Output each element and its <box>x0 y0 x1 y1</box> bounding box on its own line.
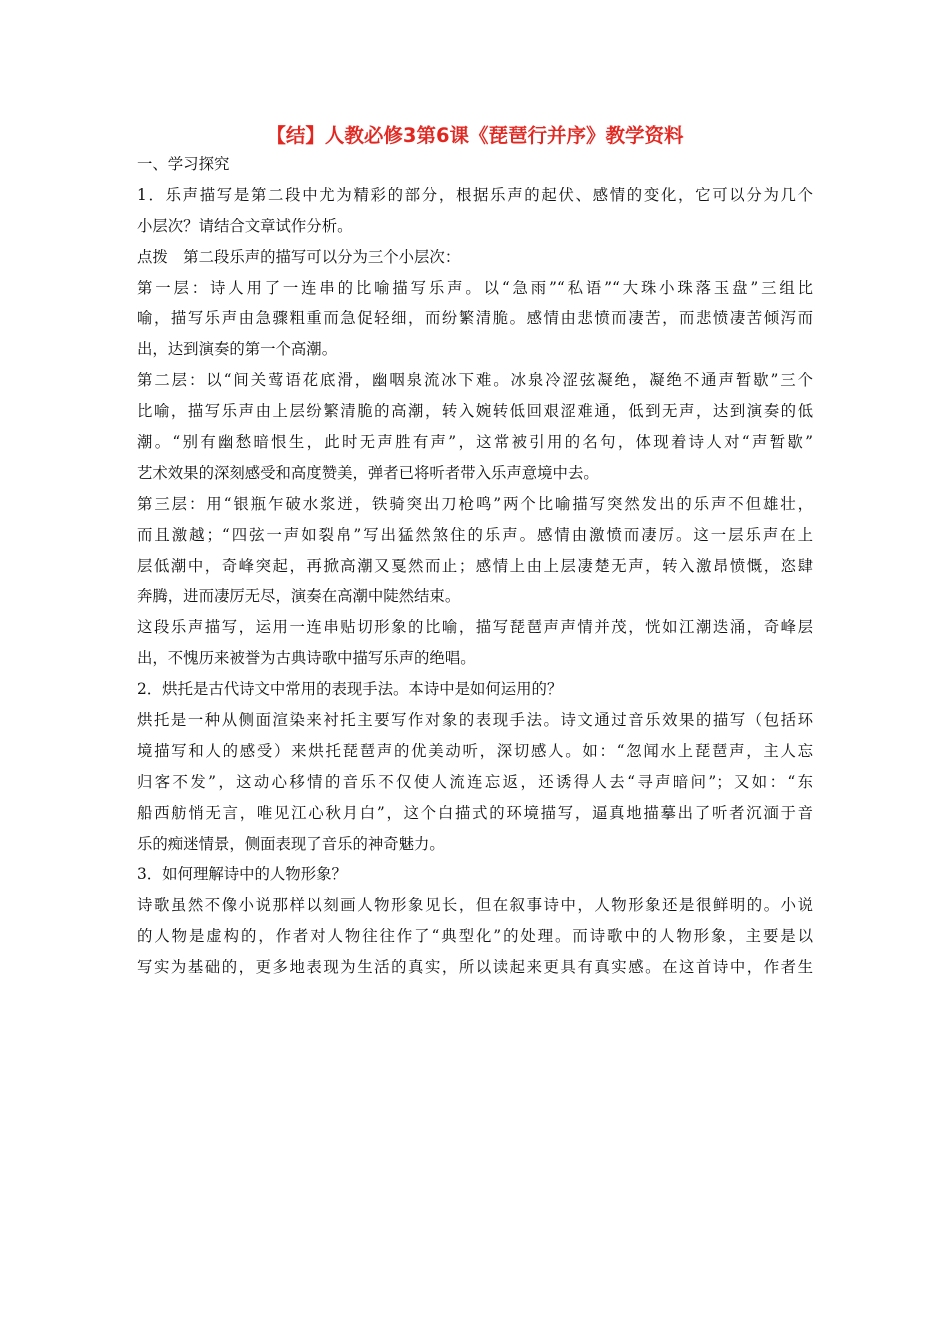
text-line: 艺术效果的深刻感受和高度赞美，弹者已将听者带入乐声意境中去。 <box>137 464 599 482</box>
text-line: 烘托是一种从侧面渲染来衬托主要写作对象的表现手法。诗文通过音乐效果的描写（包括环 <box>137 712 813 730</box>
text-line: 这段乐声描写，运用一连串贴切形象的比喻，描写琵琶声声情并茂，恍如江潮迭涌，奇峰层 <box>137 619 813 637</box>
text-line: 比喻，描写乐声由上层纷繁清脆的高潮，转入婉转低回艰涩难通，低到无声，达到演奏的低 <box>137 403 813 421</box>
text-line: 3．如何理解诗中的人物形象？ <box>137 866 347 884</box>
document-body <box>137 156 813 990</box>
text-line: 出，不愧历来被誉为古典诗歌中描写乐声的绝唱。 <box>137 650 476 668</box>
text-line: 乐的痴迷情景，侧面表现了音乐的神奇魅力。 <box>137 835 445 853</box>
text-line: 1．乐声描写是第二段中尤为精彩的部分，根据乐声的起伏、感情的变化，它可以分为几个 <box>137 186 813 204</box>
text-line: 出，达到演奏的第一个高潮。 <box>137 341 338 359</box>
text-line: 奔腾，进而凄厉无尽，演奏在高潮中陡然结束。 <box>137 588 461 606</box>
text-line: 一、学习探究 <box>137 156 230 173</box>
text-line: 境描写和人的感受）来烘托琵琶声的优美动听，深切感人。如：“忽闻水上琵琶声，主人忘 <box>137 742 813 760</box>
text-line: 第二层：以“间关莺语花底滑，幽咽泉流冰下难。冰泉冷涩弦凝绝，凝绝不通声暂歇”三个 <box>137 372 813 390</box>
text-line: 第三层：用“银瓶乍破水浆迸，铁骑突出刀枪鸣”两个比喻描写突然发出的乐声不但雄壮， <box>137 495 813 513</box>
text-line: 第一层：诗人用了一连串的比喻描写乐声。以“急雨”“私语”“大珠小珠落玉盘”三组比 <box>137 279 813 297</box>
text-line: 2．烘托是古代诗文中常用的表现手法。本诗中是如何运用的？ <box>137 681 563 699</box>
text-line: 而且激越；“四弦一声如裂帛”写出猛然煞住的乐声。感情由激愤而凄厉。这一层乐声在上 <box>137 526 813 544</box>
text-line: 潮。“别有幽愁暗恨生，此时无声胜有声”，这常被引用的名句，体现着诗人对“声暂歇” <box>137 434 813 452</box>
text-line: 层低潮中，奇峰突起，再掀高潮又戛然而止；感情上由上层凄楚无声，转入激昂愤慨，恣肆 <box>137 557 813 575</box>
text-line: 归客不发”，这动心移情的音乐不仅使人流连忘返，还诱得人去“寻声暗问”；又如：“东 <box>137 773 813 791</box>
text-line: 小层次？请结合文章试作分析。 <box>137 217 353 235</box>
document-title: 【结】人教必修3第6课《琵琶行并序》教学资料 <box>266 124 684 147</box>
text-line: 点拨 第二段乐声的描写可以分为三个小层次： <box>137 248 461 266</box>
text-line: 的人物是虚构的，作者对人物往往作了“典型化”的处理。而诗歌中的人物形象，主要是以 <box>137 928 813 946</box>
text-line: 喻，描写乐声由急骤粗重而急促轻细，而纷繁清脆。感情由悲愤而凄苦，而悲愤凄苦倾泻而 <box>137 310 813 328</box>
text-line: 写实为基础的，更多地表现为生活的真实，所以读起来更具有真实感。在这首诗中，作者生 <box>137 959 813 977</box>
text-line: 船西舫悄无言，唯见江心秋月白”，这个白描式的环境描写，逼真地描摹出了听者沉湎于音 <box>137 804 813 822</box>
text-line: 诗歌虽然不像小说那样以刻画人物形象见长，但在叙事诗中，人物形象还是很鲜明的。小说 <box>137 897 813 915</box>
